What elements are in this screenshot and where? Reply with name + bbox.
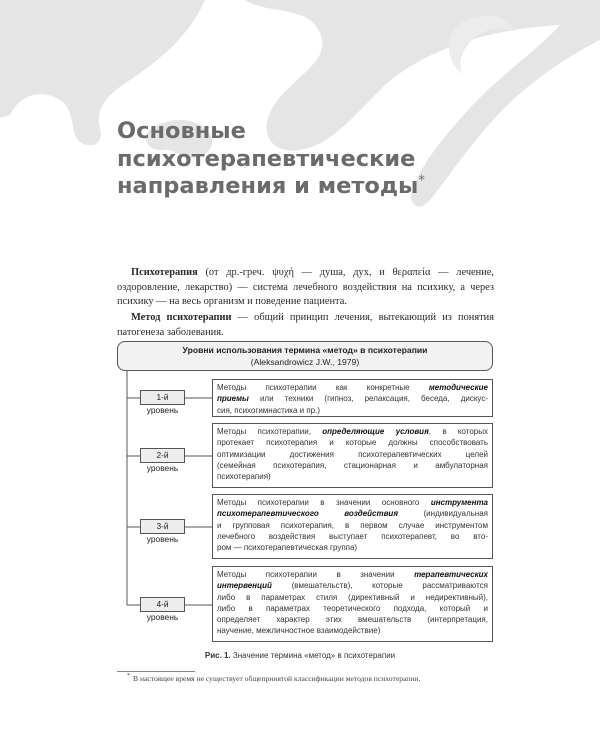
- description-text: лечебного воздействия выступает психотерапевт, во вто-: [217, 531, 488, 541]
- description-text: и групповая психотерапия, в первом случае инструментом: [217, 520, 488, 530]
- level-4-description: [212, 566, 493, 642]
- footnote-mark: *: [127, 673, 130, 680]
- emphasized-term: интервенций: [217, 581, 272, 591]
- description-text: (семейная психотерапия, стационарная и амбулаторная: [217, 460, 488, 470]
- chapter-title-line: Основные: [117, 118, 246, 144]
- emphasized-term: определяющие условия: [322, 427, 429, 436]
- description-text: (индивидуальная: [398, 509, 488, 519]
- description-line: [217, 520, 488, 531]
- paragraph-method-definition: [117, 311, 494, 340]
- paragraph-psychotherapy-definition: [117, 266, 494, 310]
- description-text: или техники (гипноз, релаксация, беседа, дискус-: [248, 394, 488, 404]
- caption-text: Значение термина «метод» в психотерапии: [230, 651, 396, 660]
- description-text: (вмешательств), которые рассматриваются: [271, 581, 488, 591]
- figure-header-title: Уровни использования термина «метод» в психотерапии: [182, 345, 428, 355]
- description-text: определяет характер этих вмешательств (интерпретация,: [217, 615, 488, 625]
- description-line: [217, 382, 488, 393]
- emphasized-term: психотерапевтического воздействия: [217, 509, 399, 519]
- figure-header-subtitle: (Aleksandrowicz J.W., 1979): [250, 356, 360, 367]
- chapter-title-line: [117, 173, 447, 201]
- emphasized-term: приемы: [217, 394, 249, 404]
- chapter-title: [117, 118, 447, 201]
- description-line: [217, 580, 488, 591]
- description-line: [217, 471, 488, 482]
- description-text: Методы психотерапии как конкретные: [217, 383, 429, 392]
- description-line: [217, 603, 488, 614]
- level-1-description: [212, 379, 493, 417]
- description-text: , в которых: [428, 427, 488, 436]
- description-text: оптимизации достижения психотерапевтических целей: [217, 449, 488, 459]
- description-line: [217, 449, 488, 460]
- description-text: психотерапия): [217, 472, 271, 482]
- level-1-label: 1-й уровень: [140, 390, 185, 405]
- chapter-title-line-text: направления и методы: [117, 173, 419, 199]
- description-text: либо в параметрах теоретического подхода, который и: [217, 603, 488, 613]
- description-text: научение, межличностное взаимодействие): [217, 626, 381, 636]
- description-line: [217, 460, 488, 471]
- term-method: Метод психотерапии: [131, 312, 232, 323]
- description-text: либо в параметрах стиля (директивный и недирективный),: [217, 592, 488, 602]
- description-line: [217, 614, 488, 625]
- footnote-text: В настоящее время не существует общепринятой классификации методов психотерапии.: [133, 674, 421, 683]
- figure-caption: [0, 651, 600, 660]
- description-line: [217, 531, 488, 542]
- chapter-title-line: психотерапевтические: [117, 145, 416, 172]
- description-line: [217, 542, 488, 553]
- description-line: [217, 592, 488, 603]
- chapter-title-footnote-mark: *: [418, 173, 425, 189]
- description-text: сия, психогимнастика и пр.): [217, 405, 320, 415]
- figure-header-box: [117, 341, 493, 371]
- footnote-separator: [117, 671, 195, 672]
- description-line: [217, 437, 488, 448]
- definition-text: (от др.-греч. ψυχή — душа, дух, и θεραπεία — лечение, оздоровление, лекарство) — система лечебного воздействия на психику, а через психику — на весь организм и поведение пациента.: [117, 267, 494, 308]
- term-psychotherapy: Психотерапия: [131, 267, 198, 278]
- level-3-description: [212, 494, 493, 559]
- level-4-label: 4-й уровень: [140, 597, 185, 612]
- description-line: [217, 426, 488, 437]
- description-text: ром — психотерапевтическая группа): [217, 543, 358, 553]
- description-line: [217, 393, 488, 404]
- definition-text: — общий принцип лечения, вытекающий из понятия патогенеза заболевания.: [117, 312, 494, 338]
- description-line: [217, 405, 488, 416]
- description-text: Методы психотерапии в значении: [217, 570, 415, 579]
- description-line: [217, 625, 488, 636]
- description-line: [217, 569, 488, 580]
- description-text: Методы психотерапии,: [217, 427, 323, 436]
- level-2-label: 2-й уровень: [140, 448, 185, 463]
- emphasized-term: терапевтических: [414, 570, 488, 579]
- description-text: протекает психотерапия и которые должны способствовать: [217, 438, 488, 448]
- footnote: [127, 674, 507, 684]
- description-text: Методы психотерапии в значении основного: [217, 498, 431, 507]
- description-line: [217, 497, 488, 508]
- level-3-label: 3-й уровень: [140, 519, 185, 534]
- caption-label: Рис. 1.: [204, 651, 231, 660]
- emphasized-term: методические: [428, 383, 488, 392]
- level-2-description: [212, 423, 493, 488]
- description-line: [217, 508, 488, 519]
- emphasized-term: инструмента: [430, 498, 488, 507]
